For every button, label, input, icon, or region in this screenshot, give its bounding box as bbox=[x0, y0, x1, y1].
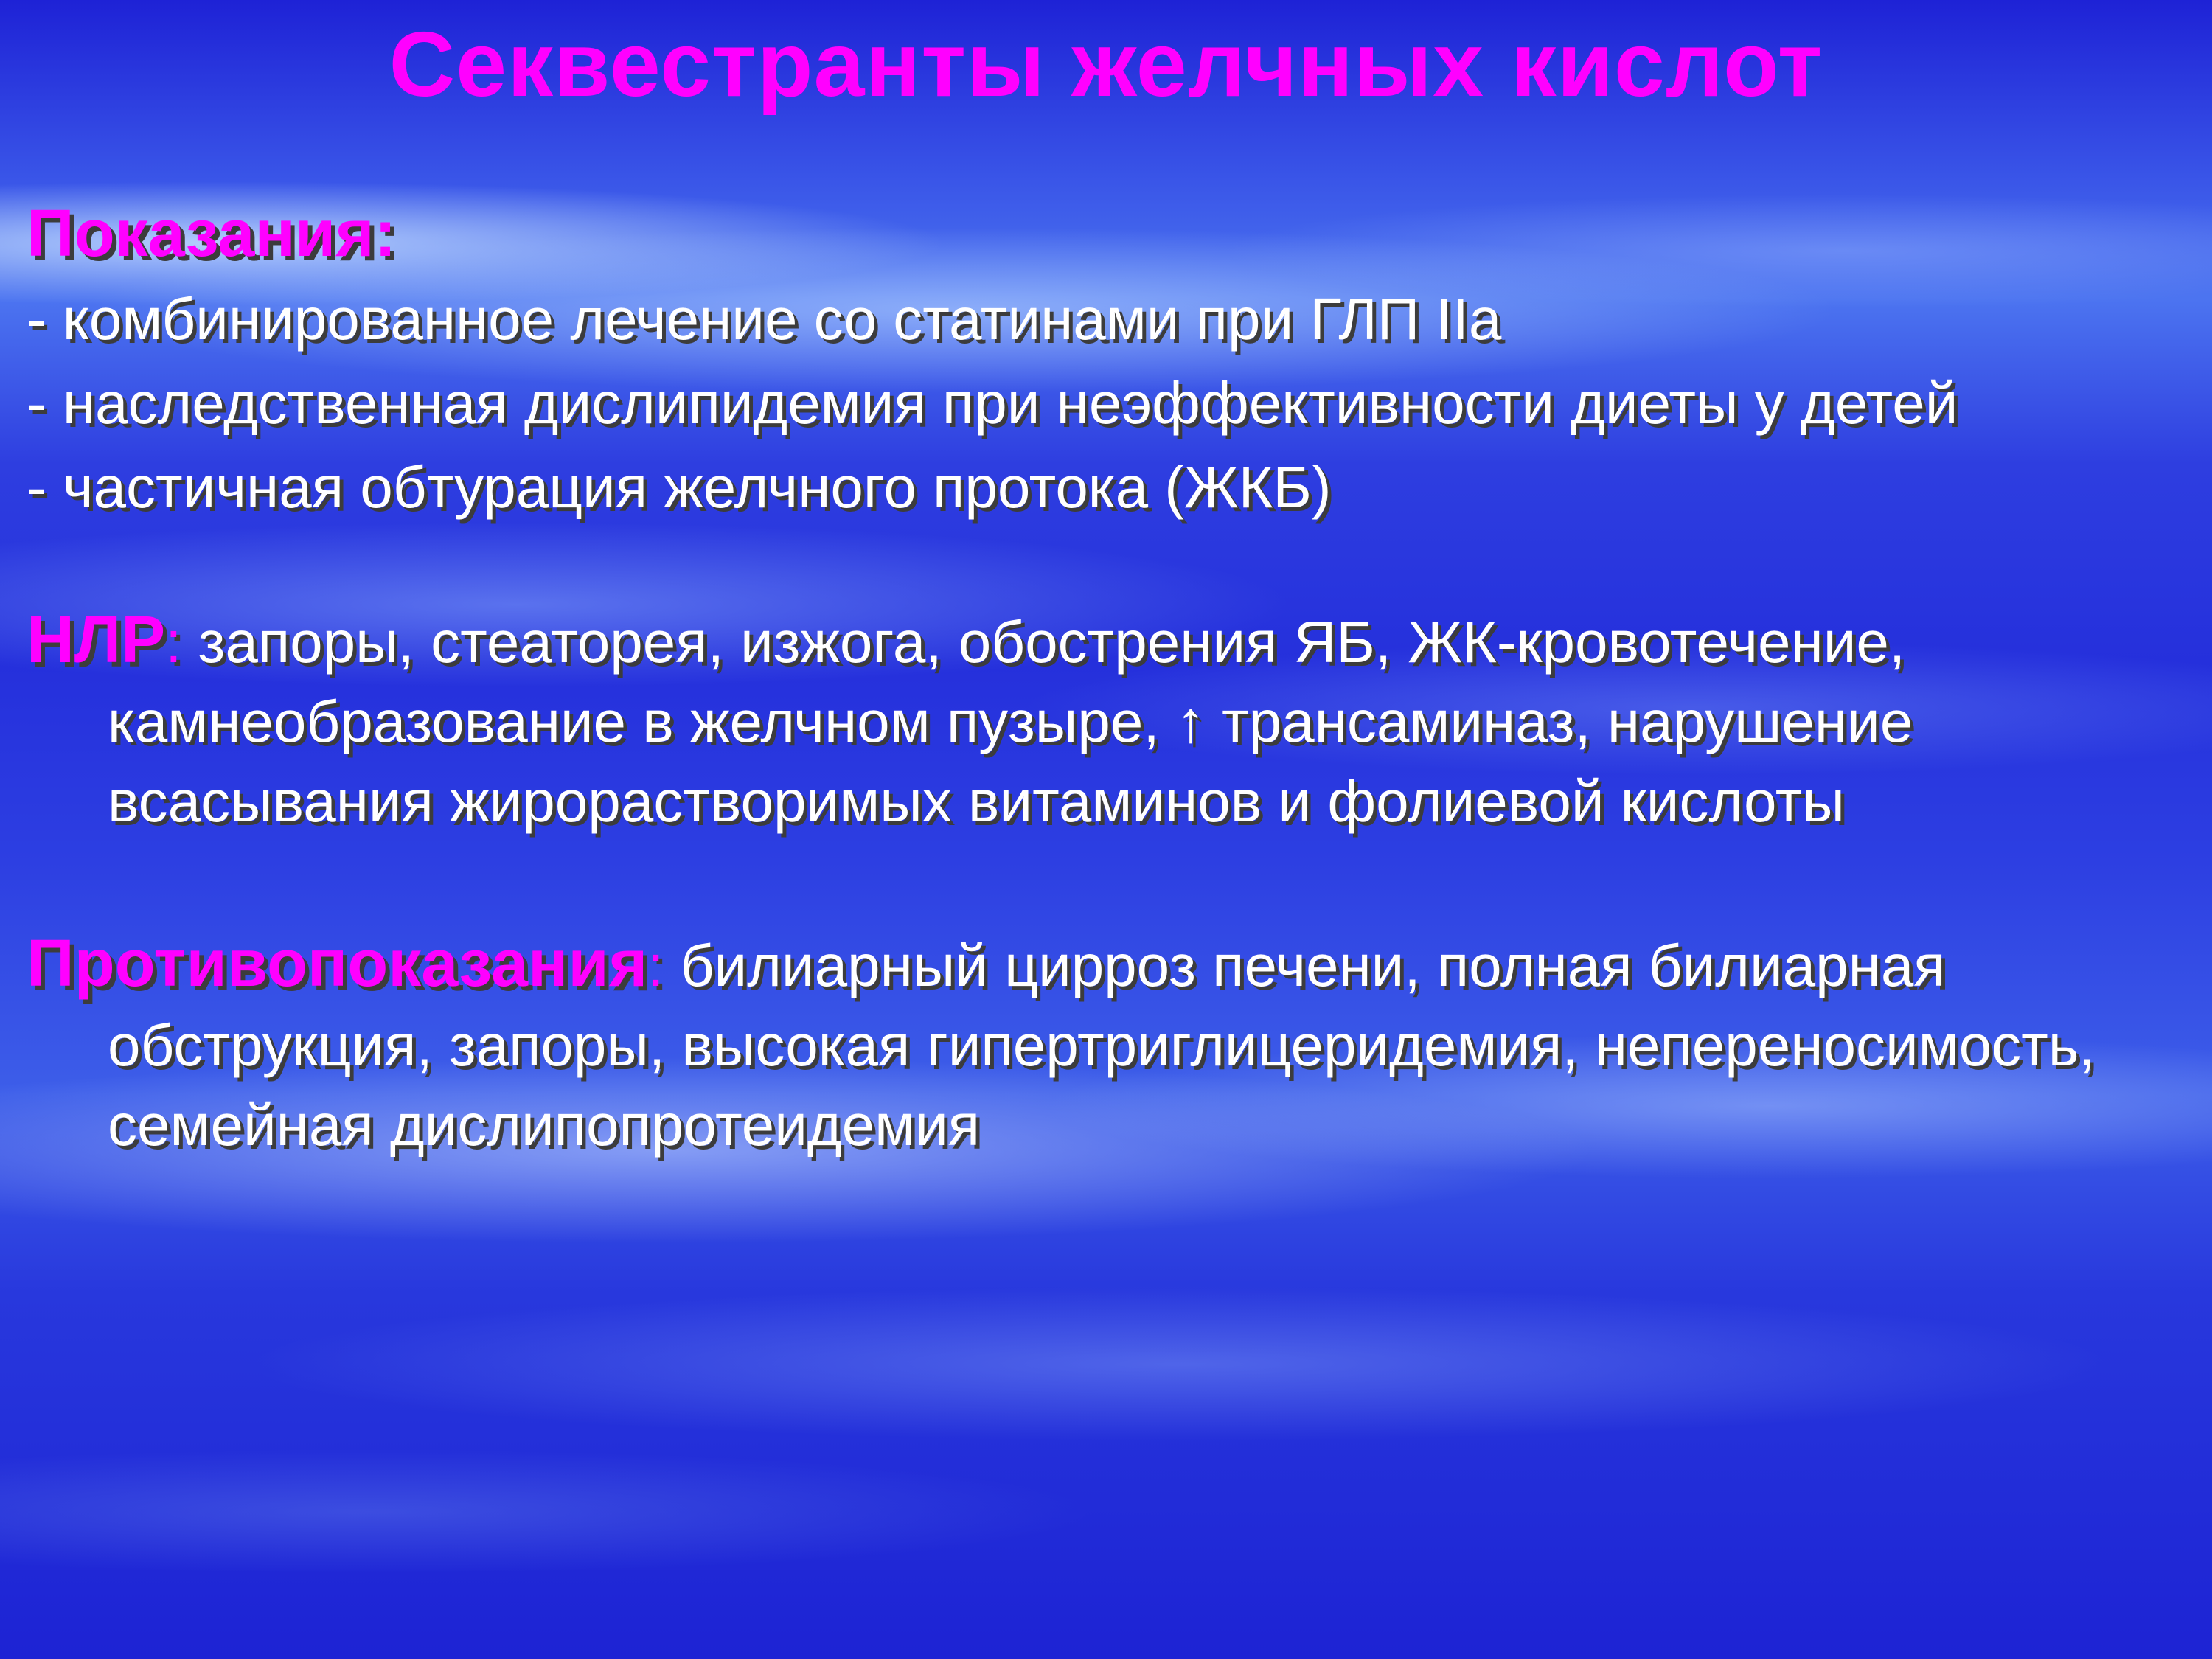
contraindications-label: Противопоказания bbox=[27, 927, 648, 1001]
indication-item-3: - частичная обтурация желчного протока (ЖКБ) bbox=[27, 454, 1332, 520]
slide-title: Секвестранты желчных кислот bbox=[389, 14, 1823, 116]
indication-item-1: - комбинированное лечение со статинами при ГЛП IIa bbox=[27, 286, 1502, 352]
adverse-reactions-paragraph bbox=[27, 600, 2194, 841]
adverse-reactions-colon: : bbox=[165, 609, 182, 675]
contraindications-colon: : bbox=[647, 933, 664, 998]
contraindications-text: билиарный цирроз печени, полная билиарная обструкция, запоры, высокая гипертриглицеридемия, непереносимость, семейная дислипопротеидемия bbox=[108, 933, 2096, 1158]
adverse-reactions-label: НЛР bbox=[27, 603, 166, 677]
contraindications-paragraph bbox=[27, 924, 2194, 1165]
slide-body bbox=[27, 193, 2194, 1165]
indication-item-2: - наследственная дислипидемия при неэффективности диеты у детей bbox=[27, 370, 1958, 436]
adverse-reactions-text: запоры, стеаторея, изжога, обострения ЯБ, ЖК-кровотечение, камнеобразование в желчном пузыре, ↑ трансаминаз, нарушение всасывания жирорастворимых витаминов и фолиевой кислоты bbox=[108, 609, 1913, 834]
indications-heading: Показания: bbox=[27, 197, 397, 271]
